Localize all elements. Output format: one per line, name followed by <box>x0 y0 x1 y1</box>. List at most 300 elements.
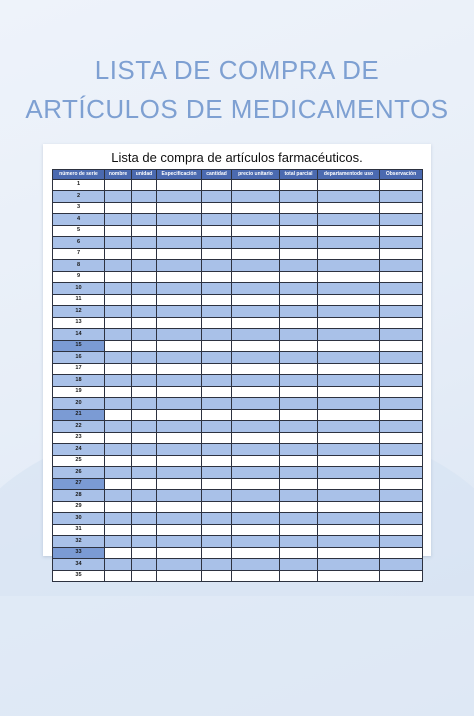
empty-cell[interactable] <box>157 248 202 260</box>
empty-cell[interactable] <box>232 191 280 203</box>
empty-cell[interactable] <box>202 490 232 502</box>
empty-cell[interactable] <box>380 455 423 467</box>
sheet-title: Lista de compra de artículos farmacéuticos. <box>111 150 363 165</box>
empty-cell[interactable] <box>380 248 423 260</box>
empty-cell[interactable] <box>318 283 380 295</box>
empty-cell[interactable] <box>105 398 132 410</box>
empty-cell[interactable] <box>280 179 318 191</box>
empty-cell[interactable] <box>380 271 423 283</box>
empty-cell[interactable] <box>202 536 232 548</box>
empty-cell[interactable] <box>202 179 232 191</box>
empty-cell[interactable] <box>202 248 232 260</box>
empty-cell[interactable] <box>232 329 280 341</box>
empty-cell[interactable] <box>157 260 202 272</box>
empty-cell[interactable] <box>157 444 202 456</box>
table-row <box>53 179 423 191</box>
empty-cell[interactable] <box>132 237 157 249</box>
empty-cell[interactable] <box>380 375 423 387</box>
empty-cell[interactable] <box>380 237 423 249</box>
empty-cell[interactable] <box>232 536 280 548</box>
empty-cell[interactable] <box>280 570 318 582</box>
empty-cell[interactable] <box>105 340 132 352</box>
empty-cell[interactable] <box>105 467 132 479</box>
empty-cell[interactable] <box>105 179 132 191</box>
column-header: Especificación <box>157 170 202 180</box>
empty-cell[interactable] <box>202 444 232 456</box>
table-row <box>53 283 423 295</box>
empty-cell[interactable] <box>202 524 232 536</box>
empty-cell[interactable] <box>202 306 232 318</box>
empty-cell[interactable] <box>380 202 423 214</box>
empty-cell[interactable] <box>318 432 380 444</box>
empty-cell[interactable] <box>280 340 318 352</box>
empty-cell[interactable] <box>105 202 132 214</box>
empty-cell[interactable] <box>202 340 232 352</box>
empty-cell[interactable] <box>232 237 280 249</box>
empty-cell[interactable] <box>280 398 318 410</box>
empty-cell[interactable] <box>132 547 157 559</box>
empty-cell[interactable] <box>157 340 202 352</box>
empty-cell[interactable] <box>318 547 380 559</box>
empty-cell[interactable] <box>132 375 157 387</box>
table-row <box>53 409 423 421</box>
empty-cell[interactable] <box>232 340 280 352</box>
empty-cell[interactable] <box>157 547 202 559</box>
empty-cell[interactable] <box>132 283 157 295</box>
empty-cell[interactable] <box>132 317 157 329</box>
empty-cell[interactable] <box>202 237 232 249</box>
empty-cell[interactable] <box>232 421 280 433</box>
empty-cell[interactable] <box>380 409 423 421</box>
empty-cell[interactable] <box>232 524 280 536</box>
empty-cell[interactable] <box>105 214 132 226</box>
empty-cell[interactable] <box>280 248 318 260</box>
empty-cell[interactable] <box>380 306 423 318</box>
empty-cell[interactable] <box>280 202 318 214</box>
table-row <box>53 329 423 341</box>
empty-cell[interactable] <box>318 513 380 525</box>
empty-cell[interactable] <box>132 570 157 582</box>
empty-cell[interactable] <box>380 317 423 329</box>
empty-cell[interactable] <box>157 478 202 490</box>
empty-cell[interactable] <box>280 547 318 559</box>
empty-cell[interactable] <box>232 306 280 318</box>
empty-cell[interactable] <box>202 329 232 341</box>
empty-cell[interactable] <box>232 202 280 214</box>
empty-cell[interactable] <box>132 513 157 525</box>
empty-cell[interactable] <box>202 559 232 571</box>
empty-cell[interactable] <box>105 191 132 203</box>
empty-cell[interactable] <box>105 490 132 502</box>
empty-cell[interactable] <box>280 478 318 490</box>
empty-cell[interactable] <box>380 260 423 272</box>
empty-cell[interactable] <box>157 375 202 387</box>
empty-cell[interactable] <box>132 260 157 272</box>
empty-cell[interactable] <box>380 524 423 536</box>
empty-cell[interactable] <box>105 317 132 329</box>
empty-cell[interactable] <box>232 317 280 329</box>
empty-cell[interactable] <box>132 329 157 341</box>
empty-cell[interactable] <box>202 478 232 490</box>
empty-cell[interactable] <box>202 352 232 364</box>
empty-cell[interactable] <box>280 386 318 398</box>
empty-cell[interactable] <box>318 237 380 249</box>
empty-cell[interactable] <box>280 513 318 525</box>
empty-cell[interactable] <box>318 340 380 352</box>
empty-cell[interactable] <box>132 179 157 191</box>
empty-cell[interactable] <box>280 409 318 421</box>
empty-cell[interactable] <box>318 191 380 203</box>
empty-cell[interactable] <box>380 478 423 490</box>
empty-cell[interactable] <box>232 467 280 479</box>
empty-cell[interactable] <box>380 352 423 364</box>
empty-cell[interactable] <box>318 248 380 260</box>
empty-cell[interactable] <box>280 214 318 226</box>
empty-cell[interactable] <box>105 444 132 456</box>
empty-cell[interactable] <box>105 237 132 249</box>
empty-cell[interactable] <box>157 283 202 295</box>
empty-cell[interactable] <box>280 352 318 364</box>
empty-cell[interactable] <box>157 570 202 582</box>
empty-cell[interactable] <box>280 559 318 571</box>
empty-cell[interactable] <box>105 271 132 283</box>
empty-cell[interactable] <box>318 214 380 226</box>
empty-cell[interactable] <box>132 490 157 502</box>
empty-cell[interactable] <box>105 225 132 237</box>
empty-cell[interactable] <box>232 225 280 237</box>
empty-cell[interactable] <box>132 225 157 237</box>
empty-cell[interactable] <box>132 467 157 479</box>
empty-cell[interactable] <box>202 214 232 226</box>
empty-cell[interactable] <box>202 260 232 272</box>
empty-cell[interactable] <box>380 444 423 456</box>
empty-cell[interactable] <box>105 260 132 272</box>
empty-cell[interactable] <box>318 478 380 490</box>
empty-cell[interactable] <box>318 444 380 456</box>
empty-cell[interactable] <box>132 398 157 410</box>
empty-cell[interactable] <box>157 409 202 421</box>
empty-cell[interactable] <box>105 329 132 341</box>
empty-cell[interactable] <box>132 352 157 364</box>
empty-cell[interactable] <box>232 179 280 191</box>
empty-cell[interactable] <box>132 409 157 421</box>
empty-cell[interactable] <box>202 432 232 444</box>
empty-cell[interactable] <box>280 455 318 467</box>
table-row <box>53 455 423 467</box>
empty-cell[interactable] <box>105 386 132 398</box>
empty-cell[interactable] <box>202 455 232 467</box>
empty-cell[interactable] <box>380 283 423 295</box>
empty-cell[interactable] <box>318 225 380 237</box>
empty-cell[interactable] <box>232 444 280 456</box>
empty-cell[interactable] <box>202 409 232 421</box>
empty-cell[interactable] <box>105 501 132 513</box>
empty-cell[interactable] <box>380 340 423 352</box>
empty-cell[interactable] <box>157 386 202 398</box>
empty-cell[interactable] <box>318 467 380 479</box>
empty-cell[interactable] <box>157 179 202 191</box>
empty-cell[interactable] <box>280 191 318 203</box>
empty-cell[interactable] <box>232 547 280 559</box>
empty-cell[interactable] <box>380 179 423 191</box>
empty-cell[interactable] <box>318 329 380 341</box>
empty-cell[interactable] <box>232 375 280 387</box>
empty-cell[interactable] <box>202 467 232 479</box>
empty-cell[interactable] <box>132 191 157 203</box>
empty-cell[interactable] <box>280 260 318 272</box>
empty-cell[interactable] <box>318 375 380 387</box>
spreadsheet-sheet <box>43 144 431 578</box>
empty-cell[interactable] <box>105 570 132 582</box>
empty-cell[interactable] <box>318 501 380 513</box>
empty-cell[interactable] <box>280 501 318 513</box>
empty-cell[interactable] <box>157 559 202 571</box>
empty-cell[interactable] <box>232 409 280 421</box>
empty-cell[interactable] <box>157 202 202 214</box>
empty-cell[interactable] <box>318 398 380 410</box>
empty-cell[interactable] <box>157 294 202 306</box>
table-row <box>53 490 423 502</box>
empty-cell[interactable] <box>380 559 423 571</box>
empty-cell[interactable] <box>157 329 202 341</box>
empty-cell[interactable] <box>132 444 157 456</box>
empty-cell[interactable] <box>318 352 380 364</box>
empty-cell[interactable] <box>105 294 132 306</box>
empty-cell[interactable] <box>105 524 132 536</box>
empty-cell[interactable] <box>132 421 157 433</box>
empty-cell[interactable] <box>105 352 132 364</box>
empty-cell[interactable] <box>280 421 318 433</box>
empty-cell[interactable] <box>232 260 280 272</box>
empty-cell[interactable] <box>318 570 380 582</box>
empty-cell[interactable] <box>157 501 202 513</box>
empty-cell[interactable] <box>202 317 232 329</box>
empty-cell[interactable] <box>132 559 157 571</box>
empty-cell[interactable] <box>202 363 232 375</box>
empty-cell[interactable] <box>157 271 202 283</box>
empty-cell[interactable] <box>318 271 380 283</box>
empty-cell[interactable] <box>318 179 380 191</box>
empty-cell[interactable] <box>380 294 423 306</box>
empty-cell[interactable] <box>232 398 280 410</box>
empty-cell[interactable] <box>157 363 202 375</box>
empty-cell[interactable] <box>280 329 318 341</box>
empty-cell[interactable] <box>280 536 318 548</box>
empty-cell[interactable] <box>157 214 202 226</box>
serial-number-cell: 22 <box>53 421 105 433</box>
empty-cell[interactable] <box>318 294 380 306</box>
empty-cell[interactable] <box>380 329 423 341</box>
empty-cell[interactable] <box>202 375 232 387</box>
empty-cell[interactable] <box>280 306 318 318</box>
empty-cell[interactable] <box>318 490 380 502</box>
empty-cell[interactable] <box>157 398 202 410</box>
empty-cell[interactable] <box>232 501 280 513</box>
empty-cell[interactable] <box>132 214 157 226</box>
empty-cell[interactable] <box>318 386 380 398</box>
empty-cell[interactable] <box>202 501 232 513</box>
serial-number-cell: 16 <box>53 352 105 364</box>
empty-cell[interactable] <box>280 524 318 536</box>
empty-cell[interactable] <box>380 214 423 226</box>
empty-cell[interactable] <box>105 306 132 318</box>
empty-cell[interactable] <box>380 490 423 502</box>
empty-cell[interactable] <box>132 536 157 548</box>
empty-cell[interactable] <box>280 467 318 479</box>
empty-cell[interactable] <box>132 248 157 260</box>
empty-cell[interactable] <box>318 524 380 536</box>
empty-cell[interactable] <box>157 306 202 318</box>
empty-cell[interactable] <box>280 444 318 456</box>
empty-cell[interactable] <box>105 421 132 433</box>
empty-cell[interactable] <box>280 237 318 249</box>
column-header: departamentode uso <box>318 170 380 180</box>
empty-cell[interactable] <box>232 559 280 571</box>
empty-cell[interactable] <box>105 375 132 387</box>
empty-cell[interactable] <box>132 294 157 306</box>
serial-number-cell: 4 <box>53 214 105 226</box>
empty-cell[interactable] <box>232 570 280 582</box>
empty-cell[interactable] <box>105 536 132 548</box>
empty-cell[interactable] <box>380 536 423 548</box>
empty-cell[interactable] <box>232 248 280 260</box>
empty-cell[interactable] <box>132 202 157 214</box>
empty-cell[interactable] <box>202 294 232 306</box>
empty-cell[interactable] <box>105 455 132 467</box>
empty-cell[interactable] <box>105 283 132 295</box>
empty-cell[interactable] <box>202 421 232 433</box>
empty-cell[interactable] <box>232 513 280 525</box>
empty-cell[interactable] <box>380 547 423 559</box>
empty-cell[interactable] <box>380 501 423 513</box>
empty-cell[interactable] <box>157 524 202 536</box>
empty-cell[interactable] <box>232 352 280 364</box>
empty-cell[interactable] <box>280 294 318 306</box>
empty-cell[interactable] <box>202 398 232 410</box>
empty-cell[interactable] <box>157 513 202 525</box>
empty-cell[interactable] <box>232 490 280 502</box>
empty-cell[interactable] <box>232 478 280 490</box>
empty-cell[interactable] <box>105 432 132 444</box>
empty-cell[interactable] <box>157 352 202 364</box>
empty-cell[interactable] <box>318 421 380 433</box>
empty-cell[interactable] <box>318 306 380 318</box>
empty-cell[interactable] <box>202 225 232 237</box>
empty-cell[interactable] <box>380 513 423 525</box>
table-row <box>53 524 423 536</box>
empty-cell[interactable] <box>157 455 202 467</box>
empty-cell[interactable] <box>318 202 380 214</box>
empty-cell[interactable] <box>132 501 157 513</box>
empty-cell[interactable] <box>132 340 157 352</box>
empty-cell[interactable] <box>318 409 380 421</box>
empty-cell[interactable] <box>280 225 318 237</box>
empty-cell[interactable] <box>280 363 318 375</box>
empty-cell[interactable] <box>318 260 380 272</box>
empty-cell[interactable] <box>157 317 202 329</box>
empty-cell[interactable] <box>105 248 132 260</box>
empty-cell[interactable] <box>202 547 232 559</box>
empty-cell[interactable] <box>318 536 380 548</box>
table-row <box>53 501 423 513</box>
empty-cell[interactable] <box>202 386 232 398</box>
empty-cell[interactable] <box>380 398 423 410</box>
serial-number-cell: 1 <box>53 179 105 191</box>
empty-cell[interactable] <box>232 363 280 375</box>
empty-cell[interactable] <box>132 386 157 398</box>
empty-cell[interactable] <box>318 363 380 375</box>
empty-cell[interactable] <box>380 386 423 398</box>
empty-cell[interactable] <box>232 455 280 467</box>
empty-cell[interactable] <box>132 455 157 467</box>
empty-cell[interactable] <box>105 478 132 490</box>
empty-cell[interactable] <box>318 559 380 571</box>
empty-cell[interactable] <box>380 225 423 237</box>
empty-cell[interactable] <box>380 363 423 375</box>
empty-cell[interactable] <box>280 490 318 502</box>
empty-cell[interactable] <box>157 225 202 237</box>
empty-cell[interactable] <box>132 306 157 318</box>
empty-cell[interactable] <box>232 432 280 444</box>
empty-cell[interactable] <box>318 455 380 467</box>
empty-cell[interactable] <box>232 283 280 295</box>
empty-cell[interactable] <box>132 478 157 490</box>
column-header: Observación <box>380 170 423 180</box>
empty-cell[interactable] <box>105 363 132 375</box>
table-row <box>53 536 423 548</box>
empty-cell[interactable] <box>132 363 157 375</box>
serial-number-cell: 15 <box>53 340 105 352</box>
empty-cell[interactable] <box>280 283 318 295</box>
empty-cell[interactable] <box>157 237 202 249</box>
empty-cell[interactable] <box>105 559 132 571</box>
empty-cell[interactable] <box>318 317 380 329</box>
empty-cell[interactable] <box>105 547 132 559</box>
empty-cell[interactable] <box>232 294 280 306</box>
empty-cell[interactable] <box>157 536 202 548</box>
empty-cell[interactable] <box>380 570 423 582</box>
empty-cell[interactable] <box>280 317 318 329</box>
empty-cell[interactable] <box>202 271 232 283</box>
empty-cell[interactable] <box>380 191 423 203</box>
empty-cell[interactable] <box>202 570 232 582</box>
empty-cell[interactable] <box>280 271 318 283</box>
empty-cell[interactable] <box>380 432 423 444</box>
empty-cell[interactable] <box>232 214 280 226</box>
empty-cell[interactable] <box>380 421 423 433</box>
empty-cell[interactable] <box>232 386 280 398</box>
table-row <box>53 214 423 226</box>
empty-cell[interactable] <box>202 202 232 214</box>
empty-cell[interactable] <box>157 467 202 479</box>
empty-cell[interactable] <box>157 421 202 433</box>
empty-cell[interactable] <box>280 375 318 387</box>
empty-cell[interactable] <box>232 271 280 283</box>
empty-cell[interactable] <box>132 271 157 283</box>
empty-cell[interactable] <box>202 283 232 295</box>
empty-cell[interactable] <box>202 191 232 203</box>
empty-cell[interactable] <box>380 467 423 479</box>
empty-cell[interactable] <box>105 513 132 525</box>
empty-cell[interactable] <box>157 191 202 203</box>
empty-cell[interactable] <box>132 432 157 444</box>
empty-cell[interactable] <box>105 409 132 421</box>
empty-cell[interactable] <box>157 490 202 502</box>
empty-cell[interactable] <box>202 513 232 525</box>
empty-cell[interactable] <box>157 432 202 444</box>
empty-cell[interactable] <box>280 432 318 444</box>
empty-cell[interactable] <box>132 524 157 536</box>
